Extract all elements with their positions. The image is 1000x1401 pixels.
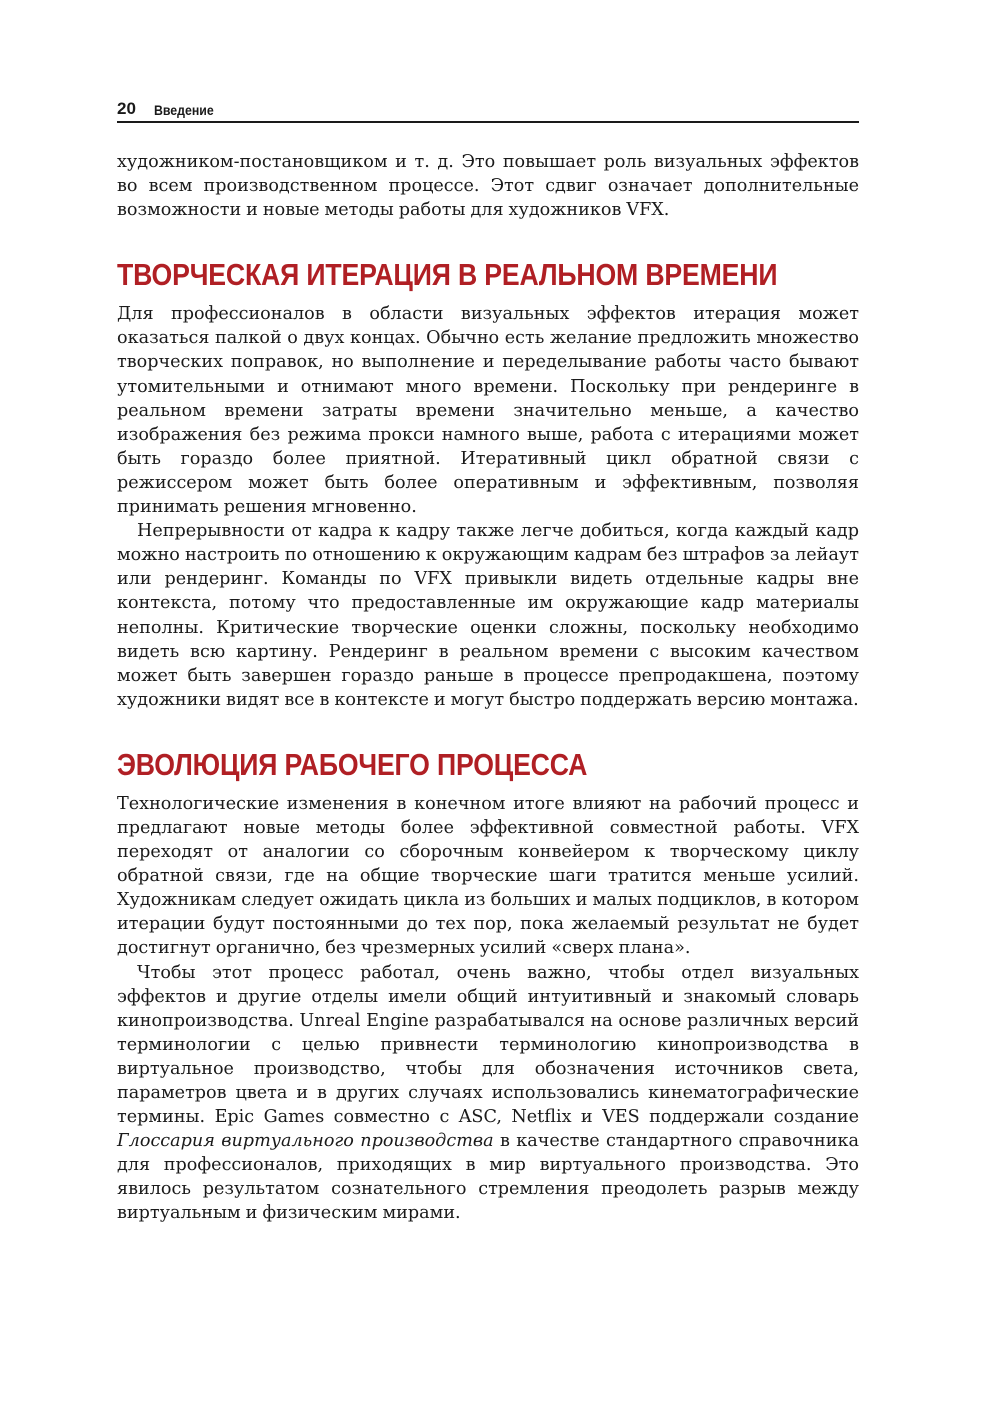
intro-paragraph: художником-постановщиком и т. д. Это повышает роль визуальных эффектов во всем производственном процессе. Этот сдвиг означает дополнительные возможности и новые методы работы для художников VFX. — [117, 152, 859, 221]
running-header — [117, 94, 859, 123]
paragraph: Для профессионалов в области визуальных эффектов итерация может оказаться палкой о двух концах. Обычно есть желание предложить множество творческих поправок, но выполнение и переделывание работы часто бывают утомительными и отнимают много времени. Поскольку при рендеринге в реальном времени затраты времени значительно меньше, а качество изображения без режима прокси намного выше, работа с итерациями может быть гораздо более приятной. Итеративный цикл обратной связи с режиссером может быть более оперативным и эффективным, позволяя принимать решения мгновенно. — [117, 304, 859, 518]
chapter-title: Введение — [153, 102, 214, 118]
glossary-title: Глоссария виртуального производства — [117, 1131, 494, 1152]
paragraph: Непрерывности от кадра к кадру также легче добиться, когда каждый кадр можно настроить по отношению к окружающим кадрам без штрафов за лейаут или рендеринг. Команды по VFX привыкли видеть отдельные кадры вне контекста, потому что предоставленные им окружающие кадр материалы неполны. Критические творческие оценки сложны, поскольку необходимо видеть всю картину. Рендеринг в реальном времени с высоким качеством может быть завершен гораздо раньше в процессе препродакшена, поэтому художники видят все в контексте и могут быстро поддержать версию монтажа. — [117, 521, 859, 710]
paragraph-text: в качестве стандартного справочника для профессионалов, приходящих в мир виртуального производства. Это явилось результатом сознательного стремления преодолеть разрыв между виртуальным и физическим мирами. — [117, 1131, 859, 1224]
paragraph: Технологические изменения в конечном итоге влияют на рабочий процесс и предлагают новые методы более эффективной совместной работы. VFX переходят от аналогии со сборочным конвейером к творческому циклу обратной связи, где на общие творческие шаги тратится меньше усилий. Художникам следует ожидать цикла из больших и малых подциклов, в котором итерации будут постоянными до тех пор, пока желаемый результат не будет достигнут органично, без чрезмерных усилий «сверх плана». — [117, 793, 859, 959]
section-heading-realtime-iteration: ТВОРЧЕСКАЯ ИТЕРАЦИЯ В РЕАЛЬНОМ ВРЕМЕНИ — [117, 257, 778, 293]
paragraph — [117, 961, 859, 1226]
book-page — [117, 94, 859, 1226]
page-number: 20 — [117, 99, 136, 118]
page-body — [117, 150, 859, 1226]
section-heading-workflow-evolution: ЭВОЛЮЦИЯ РАБОЧЕГО ПРОЦЕССА — [117, 746, 588, 782]
paragraph-text: Чтобы этот процесс работал, очень важно, чтобы отдел визуальных эффектов и другие отделы имели общий интуитивный и знакомый словарь кинопроизводства. Unreal Engine разрабатывался на основе различных версий терминологии с целью привнести терминологию кинопроизводства в виртуальное производство, чтобы для обозначения источников света, параметров цвета и в других случаях использовались кинематографические термины. Epic Games совместно с ASC, Netflix и VES поддержали создание — [117, 962, 859, 1128]
